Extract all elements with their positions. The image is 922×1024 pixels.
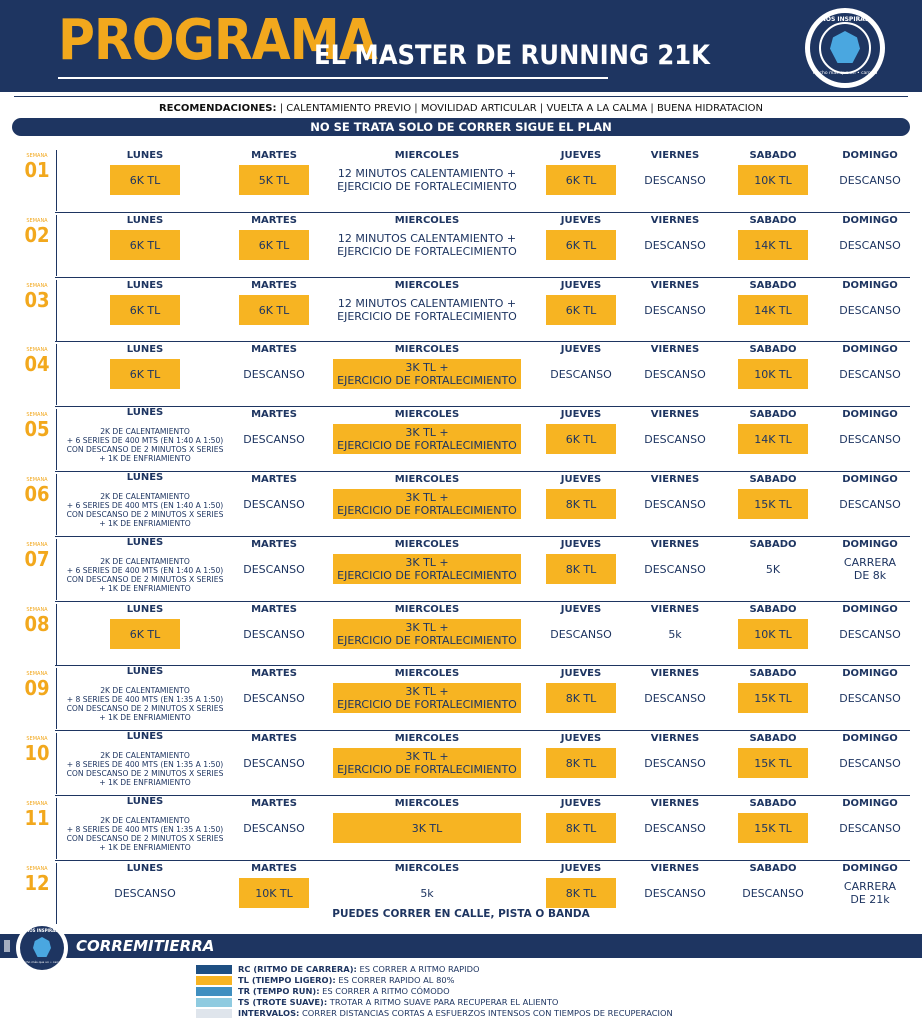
day-header-viernes: VIERNES (650, 474, 700, 485)
day-header-viernes: VIERNES (650, 539, 700, 550)
workout-cell: 6K TL (239, 230, 309, 260)
workout-cell: DESCANSO (644, 238, 706, 252)
workout-cell: 3K TL + EJERCICIO DE FORTALECIMIENTO (333, 359, 521, 389)
week-rule (56, 604, 57, 665)
recommendation-item: MOVILIDAD ARTICULAR (420, 103, 537, 114)
workout-cell: 14K TL (738, 295, 808, 325)
workout-cell: 12 MINUTOS CALENTAMIENTO + EJERCICIO DE FORTALECIMIENTO (337, 297, 517, 323)
day-header-miercoles: MIERCOLES (394, 150, 460, 161)
workout-cell: CARRERA DE 21k (843, 880, 897, 906)
week-caption: SEMANA (26, 347, 48, 353)
workout-cell: 5k (420, 886, 434, 900)
legend-abbr: TR (TEMPO RUN): (238, 986, 320, 996)
footer-logo-text: NOS INSPIRAS (25, 928, 59, 933)
legend-swatch (196, 998, 232, 1007)
workout-cell: 2K DE CALENTAMIENTO + 6 SERIES DE 400 MTS (EN 1:40 A 1:50) CON DESCANSO DE 2 MINUTOS X SERIES + 1K DE ENFRIAMIENTO (66, 426, 224, 464)
day-header-lunes: LUNES (126, 344, 164, 355)
day-header-sabado: SABADO (749, 539, 797, 550)
day-header-sabado: SABADO (749, 280, 797, 291)
workout-cell: 5k (668, 627, 682, 641)
day-header-jueves: JUEVES (560, 215, 602, 226)
day-header-miercoles: MIERCOLES (394, 733, 460, 744)
week-number: 01 (24, 158, 50, 182)
footer-lion-logo (16, 922, 68, 974)
workout-cell: DESCANSO (243, 756, 305, 770)
workout-cell: 3K TL + EJERCICIO DE FORTALECIMIENTO (333, 489, 521, 519)
workout-cell: 15K TL (738, 683, 808, 713)
workout-cell: DESCANSO (243, 691, 305, 705)
footer-logo-slogan: Mucho más que un • carrera (20, 960, 64, 964)
day-header-miercoles: MIERCOLES (394, 539, 460, 550)
workout-cell: DESCANSO (644, 756, 706, 770)
week-caption: SEMANA (26, 153, 48, 159)
day-header-domingo: DOMINGO (842, 474, 898, 485)
day-header-miercoles: MIERCOLES (394, 604, 460, 615)
workout-cell: 8K TL (546, 683, 616, 713)
legend-desc: ES CORRER RAPIDO AL 80% (338, 975, 455, 985)
day-header-martes: MARTES (251, 150, 297, 161)
legend-abbr: RC (RITMO DE CARRERA): (238, 964, 357, 974)
workout-cell: DESCANSO (644, 886, 706, 900)
workout-cell: DESCANSO (243, 367, 305, 381)
divider (14, 96, 908, 97)
week-number: 07 (24, 547, 50, 571)
workout-cell: 8K TL (546, 554, 616, 584)
day-header-jueves: JUEVES (560, 604, 602, 615)
day-header-miercoles: MIERCOLES (394, 798, 460, 809)
day-header-viernes: VIERNES (650, 733, 700, 744)
day-header-viernes: VIERNES (650, 604, 700, 615)
day-header-jueves: JUEVES (560, 150, 602, 161)
day-header-sabado: SABADO (749, 604, 797, 615)
day-header-domingo: DOMINGO (842, 863, 898, 874)
week-number: 05 (24, 417, 50, 441)
day-header-martes: MARTES (251, 409, 297, 420)
legend-abbr: INTERVALOS: (238, 1008, 300, 1018)
workout-cell: DESCANSO (839, 238, 901, 252)
day-header-sabado: SABADO (749, 409, 797, 420)
workout-cell: 2K DE CALENTAMIENTO + 8 SERIES DE 400 MTS (EN 1:35 A 1:50) CON DESCANSO DE 2 MINUTOS X SERIES + 1K DE ENFRIAMIENTO (66, 815, 224, 853)
workout-cell: 12 MINUTOS CALENTAMIENTO + EJERCICIO DE FORTALECIMIENTO (337, 167, 517, 193)
legend-abbr: TS (TROTE SUAVE): (238, 997, 328, 1007)
day-header-martes: MARTES (251, 215, 297, 226)
week-caption: SEMANA (26, 218, 48, 224)
day-header-sabado: SABADO (749, 863, 797, 874)
day-header-lunes: LUNES (126, 604, 164, 615)
workout-cell: DESCANSO (243, 821, 305, 835)
workout-cell: DESCANSO (243, 497, 305, 511)
brand-name: CORREMITIERRA (76, 937, 215, 955)
week-number: 04 (24, 352, 50, 376)
day-header-sabado: SABADO (749, 668, 797, 679)
day-header-jueves: JUEVES (560, 280, 602, 291)
workout-cell: DESCANSO (644, 303, 706, 317)
day-header-sabado: SABADO (749, 150, 797, 161)
day-header-sabado: SABADO (749, 344, 797, 355)
week-number: 03 (24, 288, 50, 312)
week-caption: SEMANA (26, 801, 48, 807)
workout-cell: 8K TL (546, 748, 616, 778)
day-header-martes: MARTES (251, 344, 297, 355)
workout-cell: DESCANSO (550, 367, 612, 381)
lion-logo (805, 8, 885, 88)
header-bar (0, 0, 922, 92)
day-header-martes: MARTES (251, 539, 297, 550)
workout-cell: DESCANSO (243, 432, 305, 446)
day-header-jueves: JUEVES (560, 539, 602, 550)
day-header-lunes: LUNES (126, 407, 164, 418)
legend-desc: ES CORRER A RITMO CÓMODO (322, 986, 450, 996)
legend-swatch (196, 1009, 232, 1018)
workout-cell: DESCANSO (839, 627, 901, 641)
workout-cell: 6K TL (546, 424, 616, 454)
workout-cell: 3K TL + EJERCICIO DE FORTALECIMIENTO (333, 748, 521, 778)
legend-swatch (196, 987, 232, 996)
workout-cell: 3K TL + EJERCICIO DE FORTALECIMIENTO (333, 424, 521, 454)
workout-cell: DESCANSO (839, 367, 901, 381)
brand-bar (0, 934, 922, 958)
week-number: 09 (24, 676, 50, 700)
legend-desc: CORRER DISTANCIAS CORTAS A ESFUERZOS INTENSOS CON TIEMPOS DE RECUPERACION (302, 1008, 673, 1018)
page-title: PROGRAMA (58, 8, 377, 73)
day-header-lunes: LUNES (126, 666, 164, 677)
week-number: 02 (24, 223, 50, 247)
week-caption: SEMANA (26, 283, 48, 289)
legend-abbr: TL (TIEMPO LIGERO): (238, 975, 336, 985)
day-header-domingo: DOMINGO (842, 798, 898, 809)
legend-desc: ES CORRER A RITMO RAPIDO (359, 964, 480, 974)
workout-cell: DESCANSO (742, 886, 804, 900)
recommendation-item: CALENTAMIENTO PREVIO (286, 103, 412, 114)
workout-cell: DESCANSO (644, 173, 706, 187)
workout-cell: DESCANSO (839, 691, 901, 705)
workout-cell: DESCANSO (644, 562, 706, 576)
day-header-viernes: VIERNES (650, 215, 700, 226)
workout-cell: 8K TL (546, 878, 616, 908)
day-header-viernes: VIERNES (650, 409, 700, 420)
day-header-lunes: LUNES (126, 863, 164, 874)
plan-banner: NO SE TRATA SOLO DE CORRER SIGUE EL PLAN (12, 118, 910, 136)
title-underline (58, 77, 608, 79)
workout-cell: 6K TL (546, 165, 616, 195)
week-label (20, 153, 54, 181)
week-number: 12 (24, 871, 50, 895)
day-header-domingo: DOMINGO (842, 539, 898, 550)
day-header-miercoles: MIERCOLES (394, 474, 460, 485)
day-header-sabado: SABADO (749, 798, 797, 809)
day-header-martes: MARTES (251, 668, 297, 679)
week-separator (55, 277, 910, 278)
workout-cell: DESCANSO (839, 432, 901, 446)
week-label (20, 218, 54, 246)
week-label (20, 283, 54, 311)
recommendations: RECOMENDACIONES: | CALENTAMIENTO PREVIO | MOVILIDAD ARTICULAR | VUELTA A LA CALMA | BUENA HIDRATACION (158, 103, 763, 114)
week-rule (56, 280, 57, 341)
day-header-miercoles: MIERCOLES (394, 409, 460, 420)
workout-cell: 6K TL (239, 295, 309, 325)
workout-cell: 10K TL (239, 878, 309, 908)
day-header-jueves: JUEVES (560, 733, 602, 744)
workout-cell: DESCANSO (243, 562, 305, 576)
workout-cell: 3K TL (333, 813, 521, 843)
workout-cell: DESCANSO (839, 497, 901, 511)
workout-cell: 6K TL (110, 295, 180, 325)
workout-cell: 15K TL (738, 489, 808, 519)
day-header-viernes: VIERNES (650, 150, 700, 161)
workout-cell: DESCANSO (644, 497, 706, 511)
day-header-lunes: LUNES (126, 150, 164, 161)
day-header-lunes: LUNES (126, 472, 164, 483)
day-header-lunes: LUNES (126, 731, 164, 742)
day-header-martes: MARTES (251, 474, 297, 485)
workout-cell: 10K TL (738, 359, 808, 389)
logo-slogan: Mucho más que un • carrera (812, 71, 878, 76)
day-header-miercoles: MIERCOLES (394, 863, 460, 874)
day-header-viernes: VIERNES (650, 344, 700, 355)
week-number: 08 (24, 612, 50, 636)
day-header-viernes: VIERNES (650, 668, 700, 679)
page-subtitle: EL MASTER DE RUNNING 21K (314, 40, 711, 71)
workout-cell: 10K TL (738, 165, 808, 195)
day-header-domingo: DOMINGO (842, 344, 898, 355)
week-number: 06 (24, 482, 50, 506)
day-header-martes: MARTES (251, 733, 297, 744)
workout-cell: DESCANSO (839, 303, 901, 317)
day-header-lunes: LUNES (126, 537, 164, 548)
day-header-martes: MARTES (251, 798, 297, 809)
day-header-sabado: SABADO (749, 474, 797, 485)
day-header-jueves: JUEVES (560, 474, 602, 485)
workout-cell: 3K TL + EJERCICIO DE FORTALECIMIENTO (333, 554, 521, 584)
workout-cell: 5K TL (239, 165, 309, 195)
workout-cell: DESCANSO (644, 432, 706, 446)
workout-cell: DESCANSO (644, 691, 706, 705)
workout-cell: 5K (765, 562, 781, 576)
day-header-sabado: SABADO (749, 733, 797, 744)
week-caption: SEMANA (26, 671, 48, 677)
workout-cell: 2K DE CALENTAMIENTO + 8 SERIES DE 400 MTS (EN 1:35 A 1:50) CON DESCANSO DE 2 MINUTOS X SERIES + 1K DE ENFRIAMIENTO (66, 750, 224, 788)
day-header-lunes: LUNES (126, 796, 164, 807)
workout-cell: 14K TL (738, 424, 808, 454)
legend-swatch (196, 965, 232, 974)
workout-cell: DESCANSO (839, 756, 901, 770)
workout-cell: 12 MINUTOS CALENTAMIENTO + EJERCICIO DE FORTALECIMIENTO (337, 232, 517, 258)
workout-cell: CARRERA DE 8k (843, 556, 897, 582)
week-separator (55, 601, 910, 602)
week-caption: SEMANA (26, 477, 48, 483)
workout-cell: DESCANSO (243, 627, 305, 641)
day-header-domingo: DOMINGO (842, 215, 898, 226)
day-header-jueves: JUEVES (560, 798, 602, 809)
workout-cell: 2K DE CALENTAMIENTO + 6 SERIES DE 400 MTS (EN 1:40 A 1:50) CON DESCANSO DE 2 MINUTOS X SERIES + 1K DE ENFRIAMIENTO (66, 556, 224, 594)
day-header-miercoles: MIERCOLES (394, 344, 460, 355)
day-header-miercoles: MIERCOLES (394, 280, 460, 291)
day-header-viernes: VIERNES (650, 798, 700, 809)
day-header-miercoles: MIERCOLES (394, 215, 460, 226)
day-header-lunes: LUNES (126, 280, 164, 291)
workout-cell: DESCANSO (644, 367, 706, 381)
workout-cell: 2K DE CALENTAMIENTO + 8 SERIES DE 400 MTS (EN 1:35 A 1:50) CON DESCANSO DE 2 MINUTOS X SERIES + 1K DE ENFRIAMIENTO (66, 685, 224, 723)
bar-mark-icon (4, 940, 10, 952)
week-rule (56, 215, 57, 276)
week-rule (56, 150, 57, 211)
day-header-viernes: VIERNES (650, 280, 700, 291)
day-header-domingo: DOMINGO (842, 409, 898, 420)
day-header-viernes: VIERNES (650, 863, 700, 874)
week-separator (55, 860, 910, 861)
workout-cell: DESCANSO (644, 821, 706, 835)
recommendation-item: BUENA HIDRATACION (656, 103, 763, 114)
week-label (20, 607, 54, 635)
lion-icon (33, 937, 51, 957)
week-caption: SEMANA (26, 866, 48, 872)
day-header-miercoles: MIERCOLES (394, 668, 460, 679)
day-header-domingo: DOMINGO (842, 604, 898, 615)
workout-cell: 6K TL (110, 619, 180, 649)
workout-cell: 6K TL (110, 230, 180, 260)
day-header-martes: MARTES (251, 604, 297, 615)
week-separator (55, 341, 910, 342)
workout-cell: DESCANSO (550, 627, 612, 641)
day-header-jueves: JUEVES (560, 863, 602, 874)
legend-swatch (196, 976, 232, 985)
week-separator (55, 212, 910, 213)
workout-cell: 15K TL (738, 813, 808, 843)
recommendation-item: VUELTA A LA CALMA (546, 103, 648, 114)
week-label (20, 347, 54, 375)
day-header-martes: MARTES (251, 863, 297, 874)
week-number: 11 (24, 806, 50, 830)
workout-cell: DESCANSO (839, 821, 901, 835)
day-header-jueves: JUEVES (560, 409, 602, 420)
day-header-domingo: DOMINGO (842, 280, 898, 291)
week-label (20, 866, 54, 894)
day-header-domingo: DOMINGO (842, 150, 898, 161)
workout-cell: DESCANSO (839, 173, 901, 187)
day-header-sabado: SABADO (749, 215, 797, 226)
workout-cell: 8K TL (546, 813, 616, 843)
workout-cell: DESCANSO (114, 886, 176, 900)
day-header-domingo: DOMINGO (842, 668, 898, 679)
workout-cell: 3K TL + EJERCICIO DE FORTALECIMIENTO (333, 683, 521, 713)
day-header-jueves: JUEVES (560, 344, 602, 355)
surface-note: PUEDES CORRER EN CALLE, PISTA O BANDA (332, 908, 590, 920)
day-header-jueves: JUEVES (560, 668, 602, 679)
week-caption: SEMANA (26, 412, 48, 418)
workout-cell: 6K TL (546, 295, 616, 325)
workout-cell: 6K TL (110, 165, 180, 195)
week-caption: SEMANA (26, 607, 48, 613)
workout-cell: 14K TL (738, 230, 808, 260)
recommendations-label: RECOMENDACIONES: (158, 103, 277, 114)
week-caption: SEMANA (26, 542, 48, 548)
day-header-lunes: LUNES (126, 215, 164, 226)
workout-cell: 2K DE CALENTAMIENTO + 6 SERIES DE 400 MTS (EN 1:40 A 1:50) CON DESCANSO DE 2 MINUTOS X SERIES + 1K DE ENFRIAMIENTO (66, 491, 224, 529)
workout-cell: 8K TL (546, 489, 616, 519)
day-header-martes: MARTES (251, 280, 297, 291)
workout-cell: 6K TL (110, 359, 180, 389)
week-rule (56, 344, 57, 405)
workout-cell: 10K TL (738, 619, 808, 649)
week-caption: SEMANA (26, 736, 48, 742)
workout-cell: 3K TL + EJERCICIO DE FORTALECIMIENTO (333, 619, 521, 649)
workout-cell: 15K TL (738, 748, 808, 778)
workout-cell: 6K TL (546, 230, 616, 260)
week-number: 10 (24, 741, 50, 765)
legend-desc: TROTAR A RITMO SUAVE PARA RECUPERAR EL ALIENTO (329, 997, 559, 1007)
logo-text: NOS INSPIRAS (820, 16, 870, 23)
day-header-domingo: DOMINGO (842, 733, 898, 744)
